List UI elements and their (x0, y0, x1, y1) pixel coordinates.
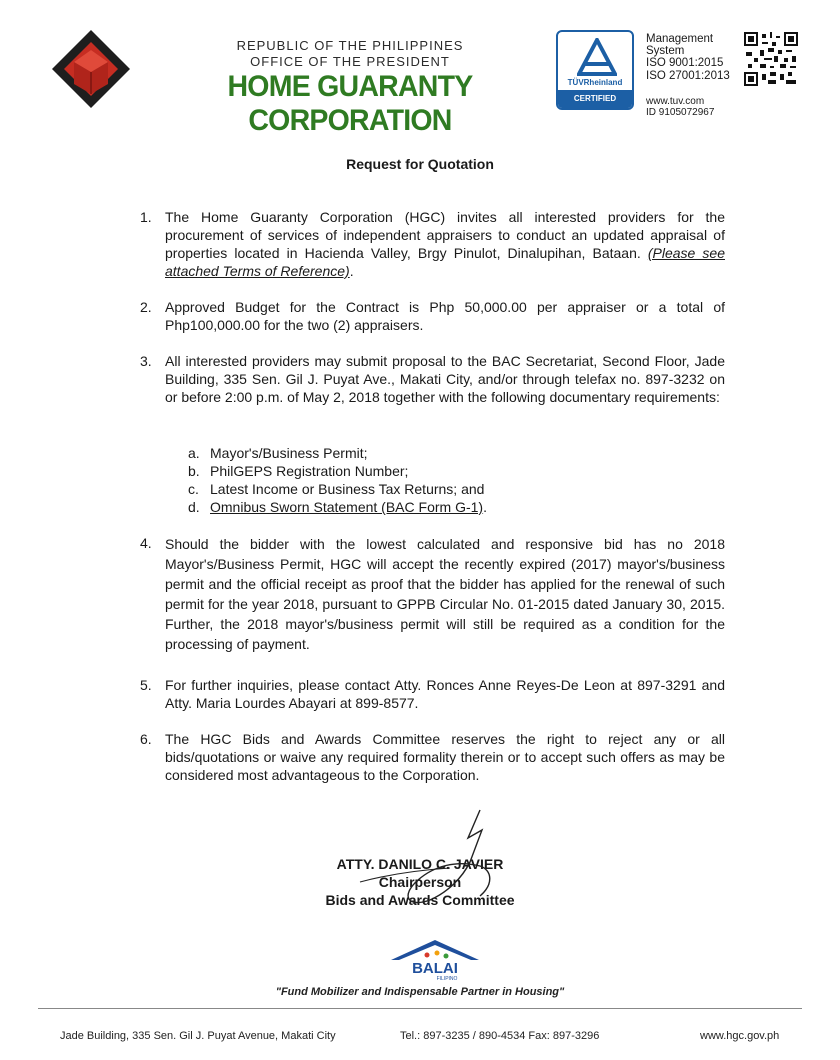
iso-line: ISO 9001:2015 (646, 57, 724, 69)
tuv-certification-badge (556, 30, 634, 110)
qr-code-icon (744, 32, 798, 86)
iso-line: ID 9105072967 (646, 107, 715, 118)
iso-line: www.tuv.com (646, 96, 705, 107)
item-paragraph: All interested providers may submit proposal to the BAC Secretariat, Second Floor, Jade Building, 335 Sen. Gil J. Puyat Ave., Makati City, and/or through telefax no. 897-3232 on or before 2:00 p.m. of May 2, 2018 together with the following documentary requirements: (165, 353, 725, 405)
item-number: 3. (140, 353, 152, 369)
iso-line: System (646, 45, 685, 57)
requirement-item: Latest Income or Business Tax Returns; and (210, 481, 485, 497)
document-title: Request for Quotation (346, 156, 494, 172)
footer-website: www.hgc.gov.ph (700, 1030, 780, 1042)
corporation-name: HOME GUARANTY CORPORATION (227, 70, 473, 137)
requirement-item: PhilGEPS Registration Number; (210, 463, 409, 479)
requirement-letter: a. (188, 445, 200, 461)
item-number: 5. (140, 677, 152, 693)
handwritten-signature (330, 800, 540, 910)
hgc-logo (50, 28, 132, 110)
terms-of-reference-reference: (Please see attached Terms of Reference) (165, 245, 725, 279)
item-paragraph: Should the bidder with the lowest calculated and responsive bid has no 2018 Mayor's/Business Permit, HGC will accept the recently expired (2017) mayor's/business permit and the official receipt as proof that the bidder has applied for the renewal of such permit for the year 2018, pursuant to GPPB Circular No. 01-2015 dated January 30, 2015. Further, the 2018 mayor's/business permit will still be required as a condition for the processing of payment. (165, 536, 725, 652)
tuv-triangle-icon (577, 38, 617, 76)
signatory-name: ATTY. DANILO C. JAVIER (336, 856, 504, 872)
item-paragraph (165, 208, 725, 280)
balai-filipino-logo (385, 938, 485, 982)
item-paragraph: The HGC Bids and Awards Committee reserves the right to reject any or all bids/quotations or waive any required formality therein or to accept such offers as may be considered most advantageous to the Corporation. (165, 731, 725, 783)
balai-text: BALAI (412, 960, 458, 977)
omnibus-statement: Omnibus Sworn Statement (BAC Form G-1) (210, 499, 484, 515)
item-number: 1. (140, 209, 152, 225)
tagline: "Fund Mobilizer and Indispensable Partner in Housing" (275, 986, 565, 998)
requirement-letter: d. (188, 499, 200, 515)
tuv-name: TÜVRheinland (567, 78, 623, 87)
footer-address: Jade Building, 335 Sen. Gil J. Puyat Avenue, Makati City (60, 1030, 336, 1042)
iso-line: Management (646, 33, 714, 45)
government-line-2: OFFICE OF THE PRESIDENT (250, 54, 450, 69)
item-paragraph: Approved Budget for the Contract is Php 50,000.00 per appraiser or a total of Php100,000.00 for the two (2) appraisers. (165, 299, 725, 333)
item-number: 6. (140, 731, 152, 747)
signatory-committee: Bids and Awards Committee (325, 892, 515, 908)
item-text: The Home Guaranty Corporation (HGC) invites all interested providers for the procurement of services of independent appraisers to conduct an updated appraisal of properties located in Hacienda Valley, Brgy Pinulot, Dinalupihan, Bataan. (165, 209, 725, 261)
footer-telephone: Tel.: 897-3235 / 890-4534 Fax: 897-3296 (400, 1030, 600, 1042)
item-text-end: . (349, 263, 354, 279)
iso-line: ISO 27001:2013 (646, 70, 730, 82)
footer-divider (38, 1008, 802, 1009)
item-number: 2. (140, 299, 152, 315)
requirement-end: . (483, 499, 487, 515)
requirement-letter: b. (188, 463, 200, 479)
requirement-item: Mayor's/Business Permit; (210, 445, 368, 461)
item-number: 4. (140, 535, 152, 551)
requirement-item-omnibus (210, 498, 710, 516)
signatory-position: Chairperson (378, 874, 462, 890)
balai-sub-text: FILIPINO (436, 976, 458, 982)
requirement-letter: c. (188, 481, 199, 497)
item-paragraph: For further inquiries, please contact Atty. Ronces Anne Reyes-De Leon at 897-3291 and Atty. Maria Lourdes Abayari at 899-8577. (165, 677, 725, 711)
government-line-1: REPUBLIC OF THE PHILIPPINES (236, 38, 464, 53)
tuv-certified-label: CERTIFIED (558, 90, 632, 108)
